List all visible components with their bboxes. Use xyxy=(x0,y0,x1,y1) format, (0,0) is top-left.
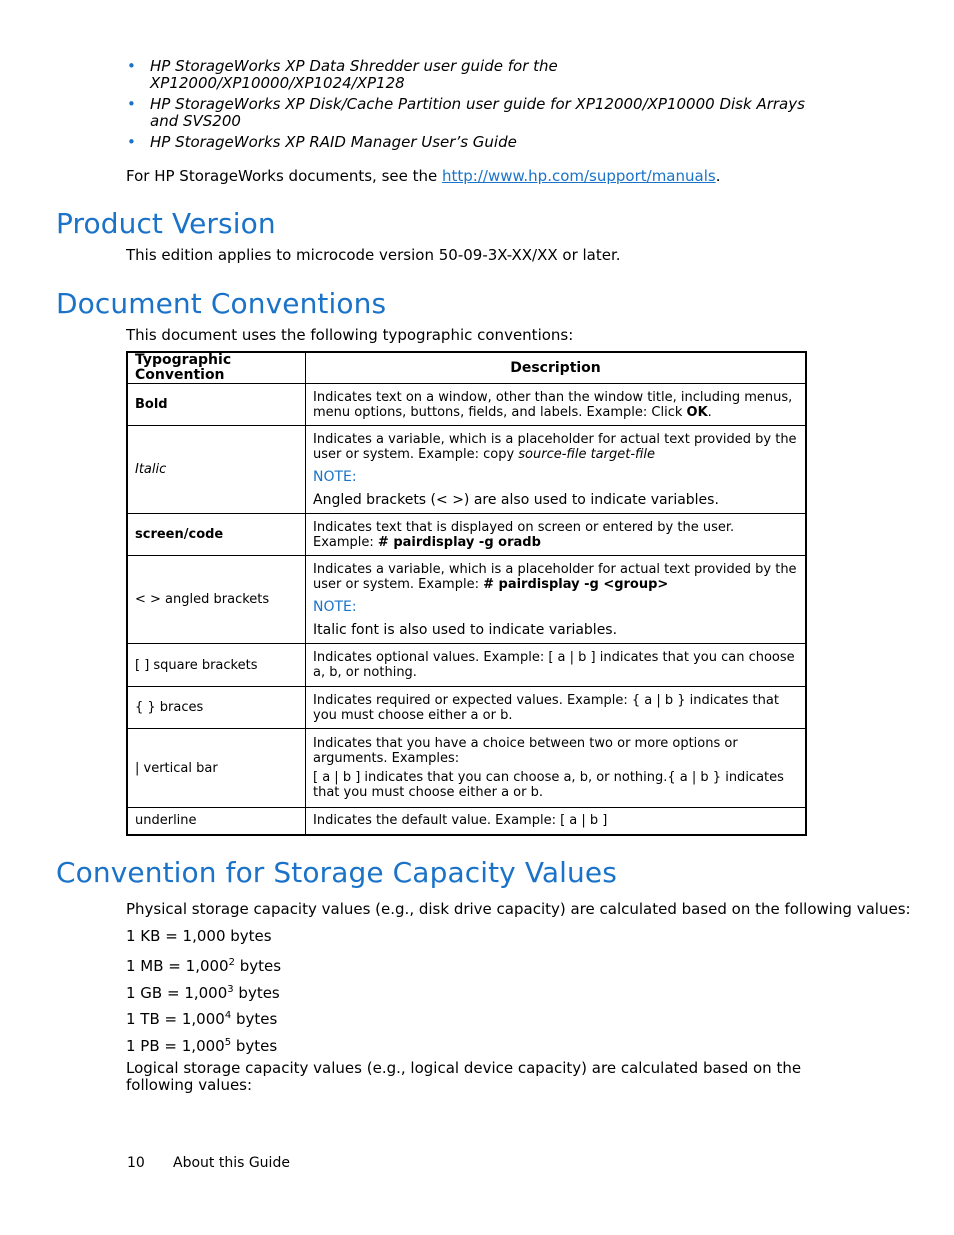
capacity-value: 1 TB = $1,000^4$ bytes xyxy=(126,1010,278,1028)
note-text: Angled brackets (< >) are also used to indicate variables. xyxy=(313,491,719,508)
table-row xyxy=(127,644,806,687)
manuals-link[interactable]: http://www.hp.com/support/manuals xyxy=(442,167,716,185)
column-header: Typographic Convention xyxy=(127,352,306,384)
conventions-intro: This document uses the following typographic conventions: xyxy=(126,326,574,344)
footer-section-title: About this Guide xyxy=(173,1155,290,1171)
list-item: • HP StorageWorks XP Disk/Cache Partition user guide for XP12000/XP10000 Disk Arrays and SVS200 xyxy=(127,95,805,130)
list-item: • HP StorageWorks XP Data Shredder user guide for the XP12000/XP10000/XP1024/XP128 xyxy=(127,57,558,92)
description-cell: Indicates the default value. Example: [ a | b ] xyxy=(306,808,807,835)
table-row xyxy=(127,687,806,729)
convention-cell: Bold xyxy=(127,384,306,426)
page-number: 10 xyxy=(127,1155,145,1171)
column-header: Description xyxy=(306,352,807,384)
capacity-value: 1 KB = 1,000 bytes xyxy=(126,927,272,945)
description-cell: Indicates that you have a choice between two or more options or arguments. Examples: [ a | b ] indicates that you can choose a, b, or nothing.{ a | b } indicates that you must choose either a or b. xyxy=(306,729,807,808)
bullet-icon: • xyxy=(127,133,136,151)
capacity-value: 1 MB = $1,000^2$ bytes xyxy=(126,957,282,975)
table-row xyxy=(127,808,806,835)
capacity-value: 1 PB = $1,000^5$ bytes xyxy=(126,1037,278,1055)
conventions-table xyxy=(126,351,807,836)
table-header-row xyxy=(127,352,806,384)
convention-cell: screen/code xyxy=(127,514,306,556)
logical-capacity-text: Logical storage capacity values (e.g., logical device capacity) are calculated based on the following values: xyxy=(126,1059,802,1094)
note-label: NOTE: xyxy=(313,468,357,485)
description-cell: Indicates a variable, which is a placeholder for actual text provided by the user or system. Example: copy source-file target-file NOTE: Angled brackets (< >) are also used to indicate variables. xyxy=(306,426,807,514)
document-conventions-heading: Document Conventions xyxy=(56,287,387,320)
table-row xyxy=(127,729,806,808)
table-row xyxy=(127,384,806,426)
storage-capacity-heading: Convention for Storage Capacity Values xyxy=(56,856,617,889)
convention-cell: underline xyxy=(127,808,306,835)
list-item: • HP StorageWorks XP RAID Manager User’s Guide xyxy=(127,133,517,151)
table-row xyxy=(127,514,806,556)
convention-cell: [ ] square brackets xyxy=(127,644,306,687)
convention-cell: | vertical bar xyxy=(127,729,306,808)
product-version-text: This edition applies to microcode version 50-09-3X-XX/XX or later. xyxy=(126,246,621,264)
reference-list xyxy=(127,58,807,155)
bullet-icon: • xyxy=(127,57,136,75)
note-label: NOTE: xyxy=(313,598,357,615)
bullet-icon: • xyxy=(127,95,136,113)
description-cell: Indicates a variable, which is a placeholder for actual text provided by the user or system. Example: # pairdisplay -g <group> NOTE: Italic font is also used to indicate variables. xyxy=(306,556,807,644)
product-version-heading: Product Version xyxy=(56,207,276,240)
storage-intro: Physical storage capacity values (e.g., disk drive capacity) are calculated based on the following values: xyxy=(126,900,911,918)
convention-cell: { } braces xyxy=(127,687,306,729)
note-text: Italic font is also used to indicate variables. xyxy=(313,621,618,638)
docs-reference: For HP StorageWorks documents, see the http://www.hp.com/support/manuals. xyxy=(126,167,721,185)
capacity-value: 1 GB = $1,000^3$ bytes xyxy=(126,984,280,1002)
description-cell: Indicates text on a window, other than the window title, including menus, menu options, buttons, fields, and labels. Example: Click OK. xyxy=(306,384,807,426)
convention-cell: < > angled brackets xyxy=(127,556,306,644)
description-cell: Indicates text that is displayed on screen or entered by the user. Example: # pairdisplay -g oradb xyxy=(306,514,807,556)
table-row xyxy=(127,556,806,644)
description-cell: Indicates required or expected values. Example: { a | b } indicates that you must choose either a or b. xyxy=(306,687,807,729)
convention-cell: Italic xyxy=(127,426,306,514)
description-cell: Indicates optional values. Example: [ a | b ] indicates that you can choose a, b, or nothing. xyxy=(306,644,807,687)
table-row xyxy=(127,426,806,514)
